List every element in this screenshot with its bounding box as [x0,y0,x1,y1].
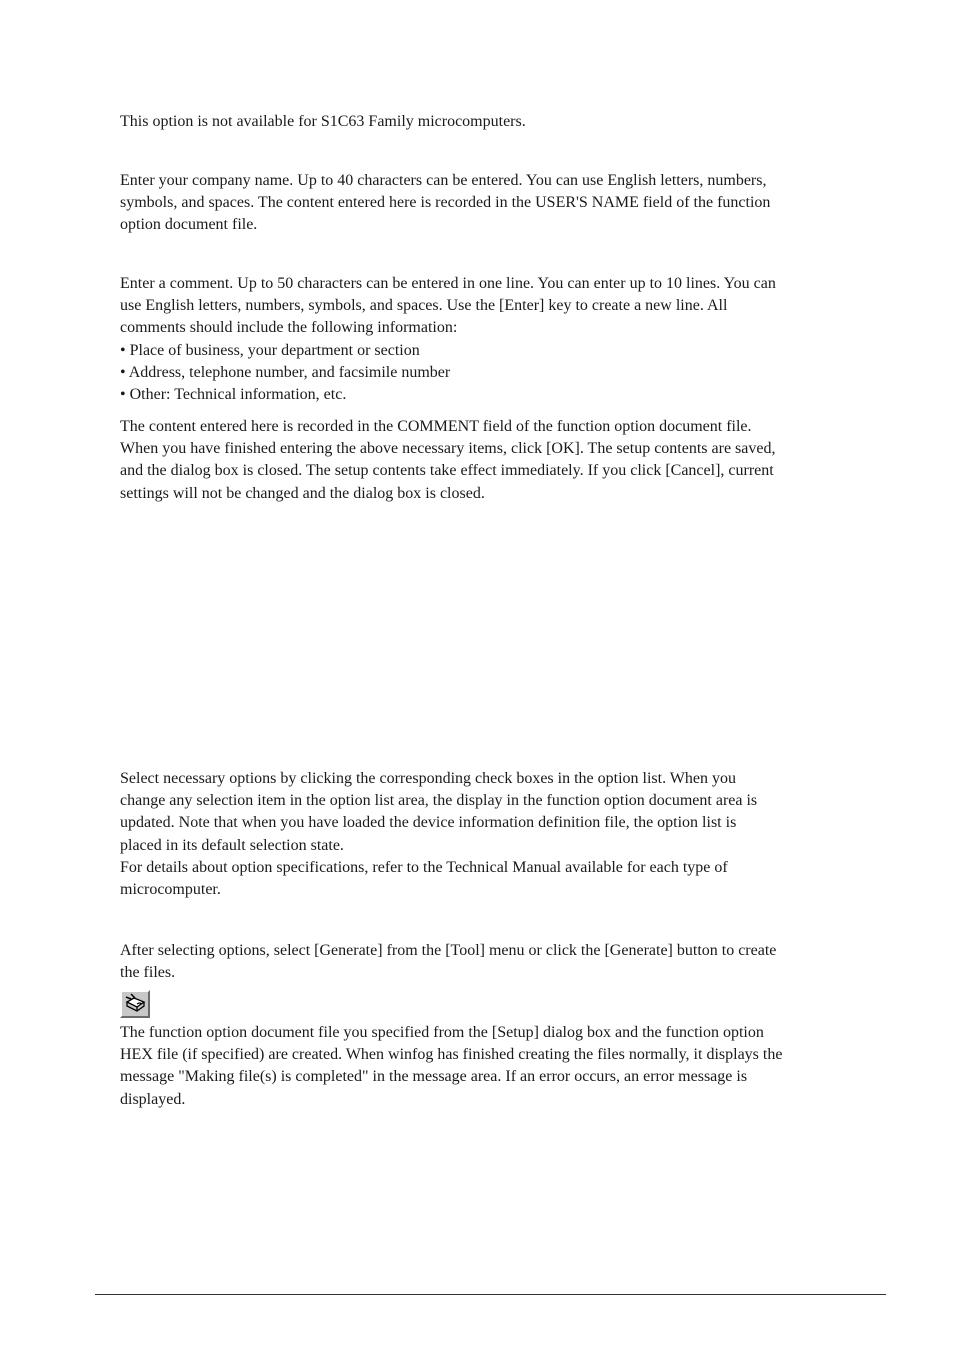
text-line: placed in its default selection state. [120,836,344,854]
generate-description [120,940,890,984]
text-line: settings will not be changed and the dialog box is closed. [120,484,485,502]
text-line: microcomputer. [120,881,221,899]
footer-rule [95,1294,886,1295]
comment-description [120,273,890,406]
text-line: The function option document file you specified from the [Setup] dialog box and the function option [120,1024,764,1041]
text-line: use English letters, numbers, symbols, and spaces. Use the [Enter] key to create a new line. All [120,297,728,315]
text-line: For details about option specifications, refer to the Technical Manual available for each type of [120,858,728,876]
bullet-item: • Other: Technical information, etc. [120,386,347,404]
text-line: displayed. [120,1090,186,1108]
text-line: This option is not available for S1C63 Family microcomputers. [120,113,526,130]
result-description [120,1022,890,1111]
text-line: updated. Note that when you have loaded the device information definition file, the option list is [120,814,737,832]
generate-icon-graphic [122,992,148,1016]
select-options-description [120,768,890,901]
text-line: HEX file (if specified) are created. When winfog has finished creating the files normally, it displays the [120,1046,783,1064]
availability-note [120,111,890,133]
text-line: symbols, and spaces. The content entered here is recorded in the USER'S NAME field of the function [120,194,771,212]
text-line: Enter your company name. Up to 40 characters can be entered. You can use English letters, numbers, [120,172,767,189]
text-line: Enter a comment. Up to 50 characters can be entered in one line. You can enter up to 10 lines. You can [120,275,776,292]
bullet-item: • Address, telephone number, and facsimile number [120,363,451,381]
generate-icon [120,990,150,1018]
comment-record-description [120,416,890,505]
text-line: When you have finished entering the above necessary items, click [OK]. The setup contents are saved, [120,440,776,458]
text-line: the files. [120,964,176,982]
text-line: comments should include the following information: [120,319,458,337]
text-line: After selecting options, select [Generate] from the [Tool] menu or click the [Generate] button to create [120,942,777,959]
bullet-item: • Place of business, your department or section [120,341,420,359]
text-line: message "Making file(s) is completed" in the message area. If an error occurs, an error message is [120,1068,748,1086]
company-name-description [120,170,890,237]
text-line: option document file. [120,216,258,234]
text-line: Select necessary options by clicking the corresponding check boxes in the option list. When you [120,770,737,787]
text-line: The content entered here is recorded in the COMMENT field of the function option document file. [120,418,752,435]
text-line: and the dialog box is closed. The setup contents take effect immediately. If you click [Cancel], current [120,462,774,480]
text-line: change any selection item in the option list area, the display in the function option document area is [120,792,758,810]
